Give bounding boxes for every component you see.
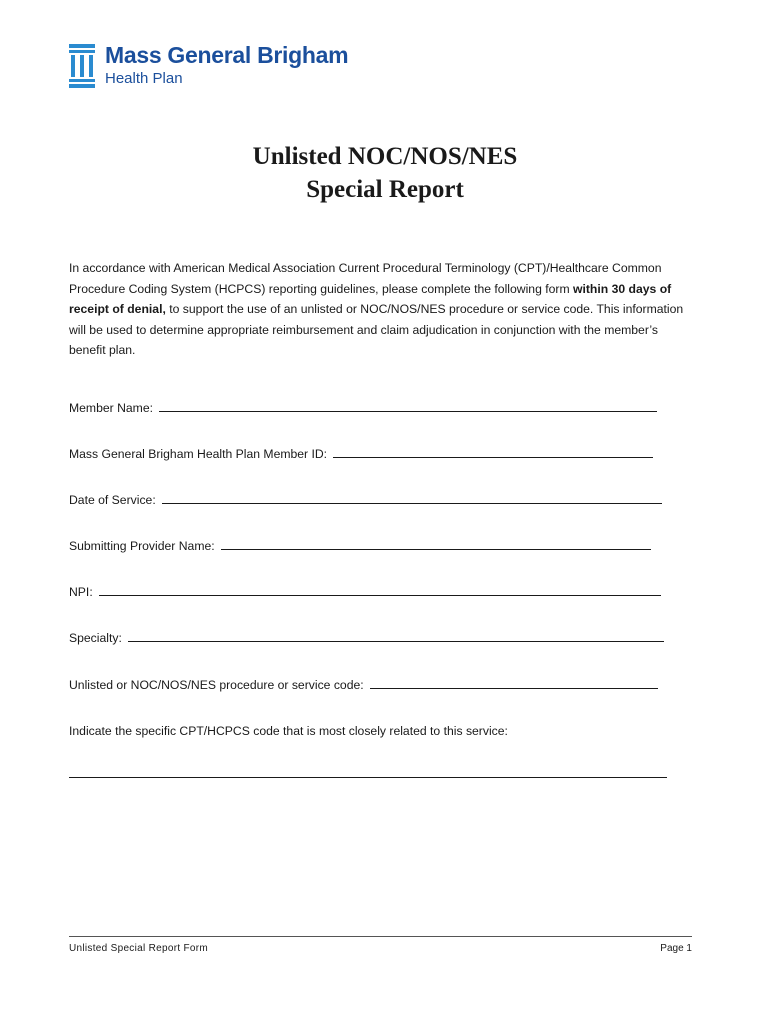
intro-paragraph bbox=[69, 258, 684, 361]
date-of-service-label: Date of Service: bbox=[69, 493, 156, 507]
member-name-line[interactable] bbox=[159, 410, 657, 412]
footer-page-number: Page 1 bbox=[660, 943, 692, 954]
member-id-label: Mass General Brigham Health Plan Member ID: bbox=[69, 447, 328, 461]
npi-line[interactable] bbox=[99, 594, 661, 596]
member-name-label: Member Name: bbox=[69, 401, 153, 415]
date-of-service-field[interactable] bbox=[69, 493, 662, 507]
intro-deadline: within 30 days of receipt of denial, bbox=[69, 281, 672, 316]
member-name-field[interactable] bbox=[69, 401, 657, 415]
footer-divider bbox=[69, 936, 692, 937]
npi-label: NPI: bbox=[69, 585, 93, 599]
specialty-line[interactable] bbox=[128, 640, 664, 642]
npi-field[interactable] bbox=[69, 585, 661, 599]
date-of-service-line[interactable] bbox=[162, 502, 662, 504]
related-code-prompt bbox=[69, 724, 508, 738]
building-columns-icon bbox=[67, 44, 97, 88]
related-code-answer-line[interactable] bbox=[69, 777, 667, 778]
provider-name-line[interactable] bbox=[221, 548, 651, 550]
procedure-code-label: Unlisted or NOC/NOS/NES procedure or service code: bbox=[69, 678, 364, 692]
procedure-code-line[interactable] bbox=[370, 687, 658, 689]
logo-subname: Health Plan bbox=[105, 70, 183, 87]
title-line-2: Special Report bbox=[306, 176, 464, 203]
footer-form-name: Unlisted Special Report Form bbox=[69, 943, 209, 954]
specialty-label: Specialty: bbox=[69, 631, 122, 645]
title-line-1: Unlisted NOC/NOS/NES bbox=[252, 143, 518, 170]
logo bbox=[67, 44, 348, 88]
procedure-code-field[interactable] bbox=[69, 678, 658, 692]
member-id-line[interactable] bbox=[333, 456, 653, 458]
member-id-field[interactable] bbox=[69, 447, 653, 461]
page-title bbox=[0, 140, 770, 206]
intro-text-2: to support the use of an unlisted or NOC/NOS/NES procedure or service code. This information will be used to determine appropriate reimbursement and claim adjudication in conjunction with the member’s benefit plan. bbox=[69, 302, 684, 357]
logo-name: Mass General Brigham bbox=[105, 42, 349, 68]
related-code-label: Indicate the specific CPT/HCPCS code that is most closely related to this service: bbox=[69, 724, 508, 738]
intro-text-1: In accordance with American Medical Association Current Procedural Terminology (CPT)/Healthcare Common Procedure Coding System (HCPCS) reporting guidelines, please complete the following form bbox=[69, 261, 662, 296]
specialty-field[interactable] bbox=[69, 631, 664, 645]
provider-name-field[interactable] bbox=[69, 539, 651, 553]
provider-name-label: Submitting Provider Name: bbox=[69, 539, 215, 553]
